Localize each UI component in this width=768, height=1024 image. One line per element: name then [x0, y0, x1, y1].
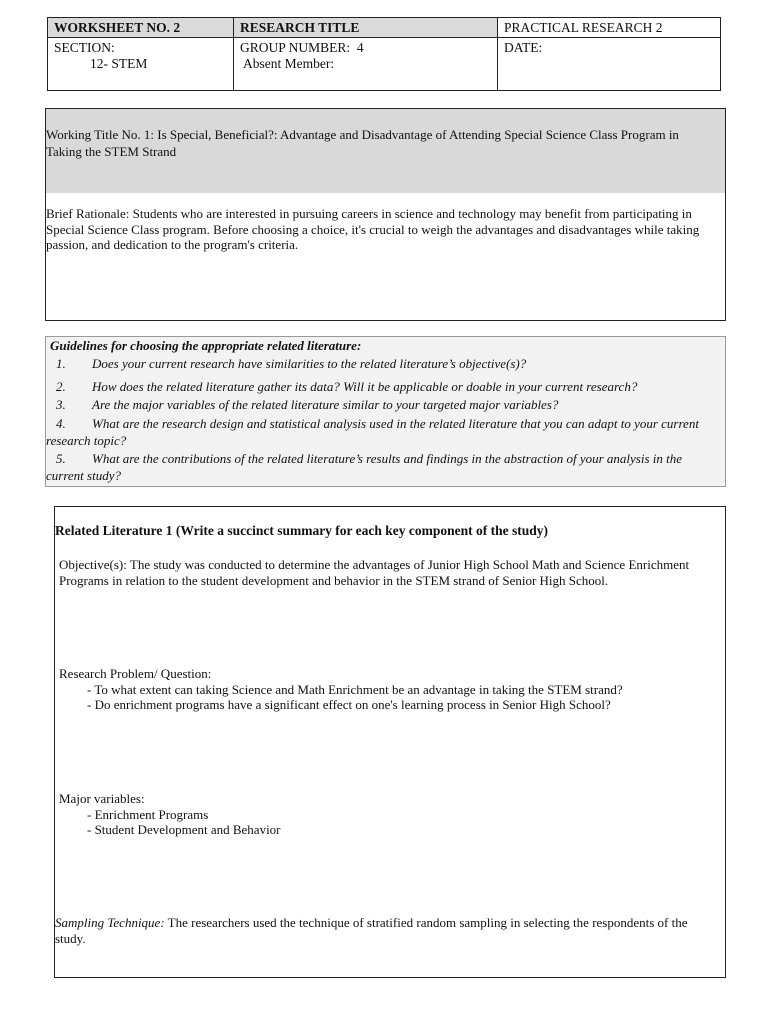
- major-variables-section: [59, 791, 714, 838]
- sampling-technique-label: Sampling Technique:: [55, 915, 165, 930]
- objective-text: Objective(s): The study was conducted to determine the advantages of Junior High School Math and Science Enrichment Programs in relation to the student development and behavior in the STEM strand of Senior High School.: [59, 557, 690, 588]
- group-number-label: GROUP NUMBER:: [240, 40, 351, 55]
- section-value: 12- STEM: [90, 56, 148, 71]
- variable-item: - Student Development and Behavior: [87, 822, 281, 837]
- guideline-number: 4.: [56, 416, 66, 431]
- group-number-value: 4: [356, 40, 364, 55]
- working-title-text: Working Title No. 1: Is Special, Beneficial?: Advantage and Disadvantage of Attending Special Science Class Program in Taking the STEM Strand: [46, 127, 679, 159]
- guidelines-box: [45, 336, 726, 487]
- guideline-text: How does the related literature gather its data? Will it be applicable or doable in your current research?: [92, 379, 638, 394]
- brief-rationale-text: Brief Rationale: Students who are interested in pursuing careers in science and technology may benefit from participating in Special Science Class program. Before choosing a choice, it's crucial to weigh the advantages and disadvantages while taking passion, and dedication to the program's criteria.: [46, 206, 700, 252]
- guideline-text: Does your current research have similarities to the related literature’s objective(s)?: [92, 356, 527, 371]
- date-label: DATE:: [504, 40, 543, 55]
- header-row-bottom: [48, 38, 720, 90]
- guideline-number: 1.: [56, 356, 66, 371]
- guideline-item: [46, 355, 722, 372]
- section-label: SECTION:: [54, 40, 115, 55]
- worksheet-header-table: [47, 17, 721, 91]
- major-variables-label: Major variables:: [59, 791, 145, 806]
- header-row-top: [48, 18, 720, 38]
- research-question-item: - To what extent can taking Science and Math Enrichment be an advantage in taking the STEM strand?: [87, 681, 623, 697]
- sampling-technique-section: [55, 915, 717, 946]
- guideline-item: [46, 415, 722, 449]
- group-cell: [234, 38, 498, 90]
- group-number-line: [240, 40, 497, 56]
- date-cell: [498, 38, 720, 90]
- research-problem-section: [59, 666, 714, 713]
- guideline-number: 5.: [56, 451, 66, 466]
- absent-member-label: Absent Member:: [243, 56, 335, 71]
- variable-item: - Enrichment Programs: [87, 806, 209, 822]
- research-problem-label: Research Problem/ Question:: [59, 666, 212, 681]
- subject-label: PRACTICAL RESEARCH 2: [504, 20, 663, 35]
- guideline-number: 2.: [56, 379, 66, 394]
- guidelines-heading: Guidelines for choosing the appropriate related literature:: [50, 338, 362, 353]
- research-question-item: - Do enrichment programs have a significant effect on one's learning process in Senior High School?: [87, 697, 611, 712]
- research-title-label: RESEARCH TITLE: [234, 18, 498, 37]
- guideline-text: Are the major variables of the related literature similar to your targeted major variables?: [92, 397, 559, 412]
- guideline-item: [46, 378, 722, 395]
- sampling-technique-text: The researchers used the technique of stratified random sampling in selecting the respondents of the study.: [55, 915, 688, 946]
- guideline-item: [46, 396, 722, 413]
- working-title-box: [45, 108, 726, 321]
- section-cell: [48, 38, 234, 90]
- guideline-number: 3.: [56, 397, 66, 412]
- guideline-item: [46, 450, 722, 484]
- guideline-text: What are the research design and statistical analysis used in the related literature that you can adapt to your current research topic?: [46, 416, 699, 448]
- related-literature-heading: Related Literature 1 (Write a succinct summary for each key component of the study): [55, 523, 549, 538]
- guideline-text: What are the contributions of the related literature’s results and findings in the abstraction of your analysis in the current study?: [46, 451, 683, 483]
- related-literature-box: [54, 506, 726, 978]
- worksheet-number-label: WORKSHEET NO. 2: [48, 18, 234, 37]
